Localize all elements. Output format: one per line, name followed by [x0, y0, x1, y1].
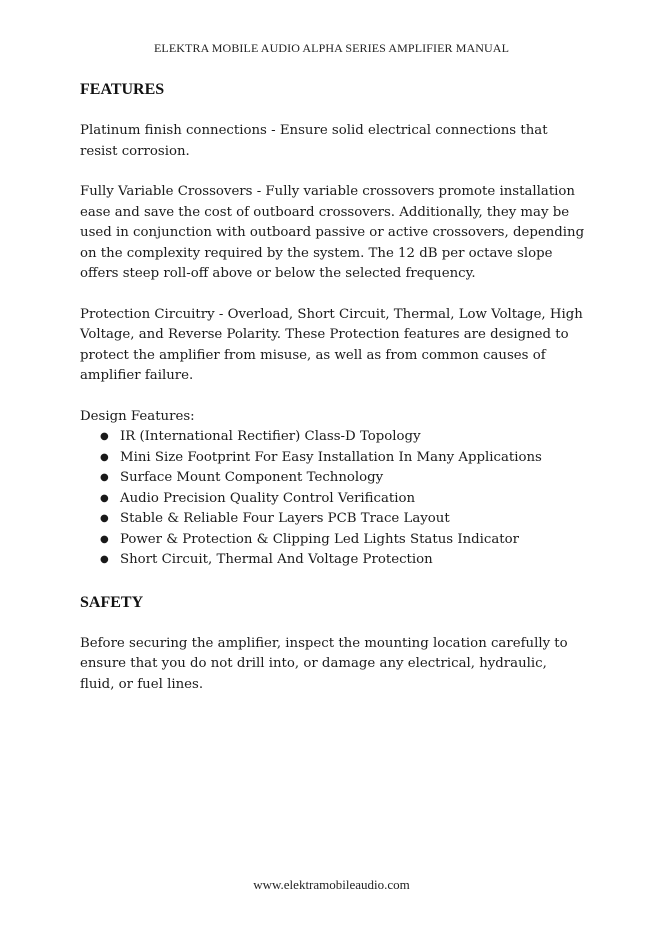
list-item-text: Audio Precision Quality Control Verification	[120, 490, 416, 506]
feature-paragraph-crossovers: Fully Variable Crossovers - Fully variable crossovers promote installation ease and save the cost of outboard crossovers. Additionally, they may be used in conjunction with outboard passive or active crossovers, depending on the complexity required by the system. The 12 dB per octave slope offers steep roll-off above or below the selected frequency.	[80, 184, 585, 281]
bullet-icon: ●	[100, 554, 109, 565]
list-item	[80, 427, 585, 448]
list-item	[80, 468, 585, 489]
bullet-icon: ●	[100, 513, 109, 524]
list-item-text: Mini Size Footprint For Easy Installation In Many Applications	[120, 449, 542, 465]
list-item	[80, 530, 585, 551]
safety-paragraph: Before securing the amplifier, inspect the mounting location carefully to ensure that you do not drill into, or damage any electrical, hydraulic, fluid, or fuel lines.	[80, 635, 568, 692]
list-item-text: Stable & Reliable Four Layers PCB Trace Layout	[120, 511, 450, 526]
list-item	[80, 550, 585, 571]
feature-paragraph-connections: Platinum finish connections - Ensure solid electrical connections that resist corrosion.	[80, 123, 548, 159]
bullet-icon: ●	[100, 492, 109, 504]
bullet-icon: ●	[100, 472, 109, 483]
feature-paragraph-protection: Protection Circuitry - Overload, Short Circuit, Thermal, Low Voltage, High Voltage, and Reverse Polarity. These Protection features are designed to protect the amplifier from misuse, as well as from common causes of amplifier failure.	[80, 306, 583, 383]
list-item-text: Power & Protection & Clipping Led Lights Status Indicator	[120, 531, 519, 547]
list-item	[80, 448, 585, 469]
design-features-label: Design Features:	[80, 408, 195, 424]
list-item	[80, 509, 585, 530]
page-header: ELEKTRA MOBILE AUDIO ALPHA SERIES AMPLIFIER MANUAL	[153, 41, 509, 55]
list-item-text: Surface Mount Component Technology	[120, 470, 384, 485]
bullet-icon: ●	[100, 451, 109, 463]
page-footer-url: www.elektramobileaudio.com	[253, 877, 410, 892]
bullet-icon: ●	[100, 431, 109, 442]
safety-heading: SAFETY	[80, 593, 144, 611]
design-features-list	[80, 427, 585, 571]
features-heading: FEATURES	[80, 81, 165, 98]
list-item-text: IR (International Rectifier) Class-D Topology	[120, 429, 421, 444]
list-item	[80, 489, 585, 510]
manual-content	[80, 78, 585, 695]
list-item-text: Short Circuit, Thermal And Voltage Protection	[120, 552, 433, 567]
bullet-icon: ●	[100, 533, 109, 545]
